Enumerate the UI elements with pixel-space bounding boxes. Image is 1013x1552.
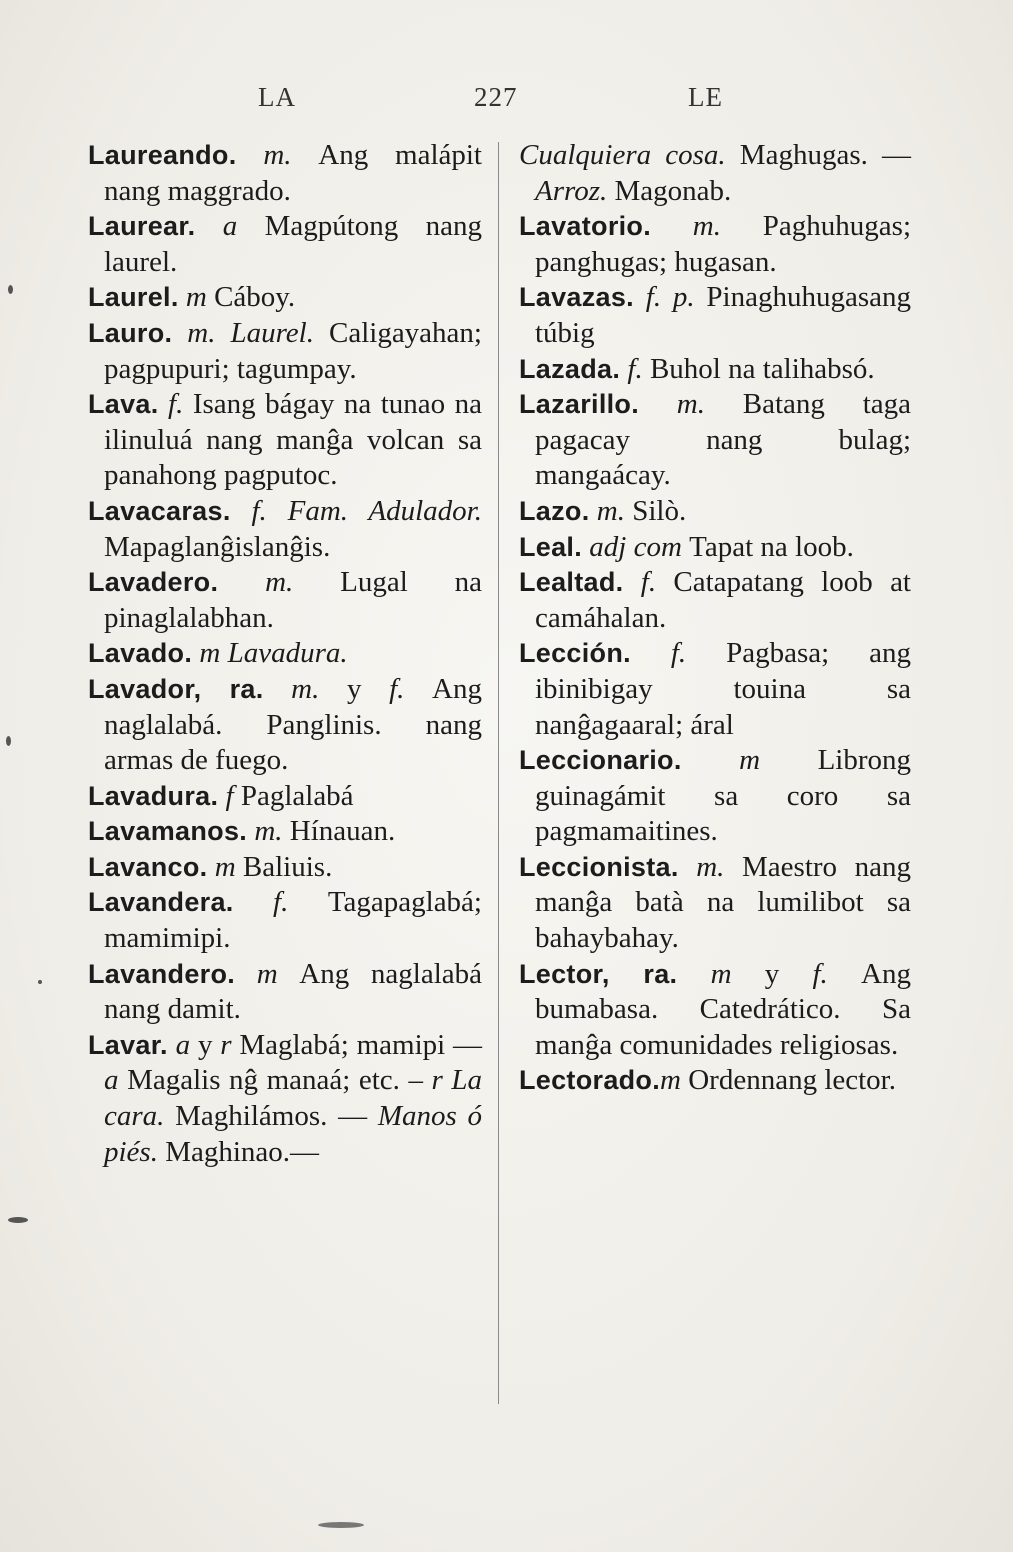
- dictionary-entry: [88, 280, 482, 316]
- entry-definition: Maestro nang manĝa batà na lumilibot sa bahaybahay.: [535, 850, 911, 955]
- entry-grammar-note: f.: [620, 352, 650, 385]
- entry-grammar-note: f. p.: [633, 281, 707, 314]
- entry-grammar-note: Manos ó piés.: [104, 1100, 482, 1168]
- entry-headword: Lectorado.: [519, 1065, 661, 1096]
- dictionary-entry: [88, 565, 482, 636]
- margin-speck: [318, 1522, 364, 1528]
- entry-grammar-note: a: [195, 210, 265, 243]
- dictionary-entry: [88, 885, 482, 956]
- entry-definition: Isang bágay na tunao na ilinuluá nang manĝa volcan sa panahong pagputoc.: [104, 388, 482, 492]
- dictionary-entry: [519, 352, 911, 388]
- dictionary-entry: [519, 636, 911, 743]
- dictionary-entry: [88, 636, 482, 672]
- margin-speck: [38, 980, 42, 984]
- entry-headword: Leccionista.: [519, 851, 679, 882]
- entry-grammar-note: m: [681, 744, 818, 777]
- entry-grammar-note: r La cara.: [104, 1064, 482, 1133]
- entry-definition: Librong guinagámit sa coro sa pagmamaitines.: [535, 744, 911, 848]
- margin-speck: [6, 736, 11, 746]
- entry-definition: Mapaglanĝislanĝis.: [104, 530, 331, 563]
- entry-headword: Leal.: [519, 531, 583, 562]
- entry-grammar-note: a: [104, 1064, 128, 1097]
- entry-headword: Lavandera.: [88, 887, 234, 918]
- entry-definition: Magonab.: [614, 174, 732, 207]
- entry-grammar-note: r: [220, 1028, 240, 1061]
- entry-definition: Paglalabá: [240, 779, 354, 812]
- dictionary-entry: [519, 387, 911, 494]
- entry-headword: Lavador, ra.: [88, 673, 264, 704]
- entry-definition: Cáboy.: [214, 281, 296, 314]
- entry-headword: Lavar.: [88, 1029, 168, 1060]
- entry-definition: y: [764, 957, 813, 990]
- entry-grammar-note: f.: [158, 388, 193, 421]
- entry-headword: Lector, ra.: [519, 958, 678, 989]
- dictionary-entry: [519, 530, 911, 566]
- entry-definition: Buhol na talihabsó.: [649, 352, 875, 385]
- dictionary-entry: [519, 743, 911, 850]
- entry-headword: Lavado.: [88, 638, 193, 669]
- entry-definition: Ang naglalabá nang damit.: [104, 957, 482, 1026]
- page-number: 227: [474, 82, 518, 112]
- entry-grammar-note: f.: [812, 957, 862, 990]
- entry-grammar-note: m.: [247, 815, 290, 848]
- entry-grammar-note: m.: [639, 388, 743, 421]
- entry-headword: Lava.: [88, 389, 159, 420]
- entry-grammar-note: m: [178, 281, 215, 314]
- entry-grammar-note: m: [235, 957, 300, 990]
- dictionary-entry: [88, 209, 482, 280]
- entry-definition: Pinaghuhugasang túbig: [535, 281, 911, 349]
- entry-grammar-note: m.: [218, 566, 341, 599]
- entry-grammar-note: Cualquiera cosa.: [519, 139, 740, 171]
- dictionary-entry: [519, 957, 911, 1064]
- entry-definition: Paghuhugas; panghugas; hugasan.: [535, 210, 911, 278]
- entry-grammar-note: m.: [236, 139, 319, 171]
- dictionary-entry: [519, 1063, 911, 1099]
- entry-grammar-note: adj com: [582, 530, 690, 563]
- entry-grammar-note: m Lavadura.: [192, 637, 348, 670]
- entry-grammar-note: Arroz.: [535, 174, 615, 207]
- entry-headword: Lavamanos.: [88, 816, 248, 847]
- entry-headword: Lauro.: [88, 317, 173, 348]
- entry-definition: Magalis nĝ manaá; etc. –: [127, 1064, 432, 1097]
- entry-definition: Maghugas. —: [739, 139, 911, 171]
- entry-headword: Leccionario.: [519, 745, 682, 776]
- dictionary-entry: [519, 280, 911, 351]
- entry-grammar-note: m: [207, 850, 243, 883]
- entry-headword: Laurear.: [88, 211, 196, 242]
- entry-definition: Ordennang lector.: [688, 1064, 896, 1097]
- entry-definition: Maghinao.—: [165, 1135, 320, 1168]
- dictionary-entry: [519, 850, 911, 957]
- entry-definition: Baliuis.: [242, 850, 333, 883]
- entry-definition: Batang taga pagacay nang bulag; mangaácay.: [535, 388, 911, 492]
- entry-headword: Lavandero.: [88, 958, 236, 989]
- entry-definition: Catapatang loob at camáhalan.: [535, 566, 911, 634]
- entry-grammar-note: f. Fam. Adulador.: [230, 494, 482, 527]
- entry-definition: Ang malápit nang maggrado.: [104, 139, 482, 207]
- running-head: [88, 82, 908, 122]
- dictionary-entry: [88, 672, 482, 779]
- entry-grammar-note: f.: [233, 886, 328, 919]
- dictionary-entry: [88, 814, 482, 850]
- left-column: [88, 138, 482, 1170]
- entry-grammar-note: m: [660, 1064, 689, 1097]
- entry-headword: Lección.: [519, 638, 631, 669]
- entry-grammar-note: m.: [589, 494, 633, 527]
- dictionary-entry: [88, 316, 482, 387]
- header-right-guide-word: LE: [688, 82, 723, 112]
- entry-headword: Lazarillo.: [519, 389, 640, 420]
- entry-headword: Lazo.: [519, 495, 590, 526]
- entry-definition: Tapat na loob.: [689, 530, 854, 563]
- entry-definition: Caligayahan; pagpupuri; tagumpay.: [104, 316, 482, 385]
- entry-definition: Tagapaglabá; mamimipi.: [104, 886, 482, 955]
- entry-definition: Magpútong nang laurel.: [104, 210, 482, 278]
- dictionary-entry: [88, 1028, 482, 1170]
- entry-grammar-note: f.: [630, 637, 727, 670]
- entry-definition: y: [346, 672, 390, 705]
- entry-headword: Laurel.: [88, 282, 179, 313]
- entry-grammar-note: m: [677, 957, 765, 990]
- entry-definition: Maglabá; mamipi —: [239, 1028, 483, 1061]
- entry-definition: Ang bumabasa. Catedrático. Sa manĝa comunidades religiosas.: [535, 957, 911, 1061]
- entry-headword: Lavadura.: [88, 780, 219, 811]
- dictionary-entry: [519, 138, 911, 209]
- entry-grammar-note: a: [167, 1028, 198, 1061]
- entry-definition: Maghilámos. —: [175, 1100, 378, 1133]
- entry-definition: Pagbasa; ang ibinibigay touina sa nanĝagaaral; áral: [535, 637, 911, 741]
- entry-grammar-note: m. Laurel.: [172, 316, 329, 349]
- entry-headword: Lealtad.: [519, 567, 624, 598]
- dictionary-entry: [88, 494, 482, 565]
- entry-definition: y: [197, 1028, 221, 1061]
- right-column: [519, 138, 911, 1099]
- dictionary-entry: [519, 209, 911, 280]
- entry-headword: Lavadero.: [88, 567, 219, 598]
- entry-headword: Lavanco.: [88, 851, 208, 882]
- dictionary-entry: [519, 494, 911, 530]
- dictionary-entry: [519, 565, 911, 636]
- entry-definition: Hínauan.: [289, 815, 396, 848]
- entry-grammar-note: m.: [651, 210, 763, 243]
- header-left-guide-word: LA: [258, 82, 296, 112]
- entry-grammar-note: f: [218, 779, 241, 812]
- dictionary-entry: [88, 957, 482, 1028]
- entry-grammar-note: f.: [389, 672, 433, 705]
- entry-definition: Lugal na pinaglalabhan.: [104, 566, 482, 634]
- entry-headword: Lavacaras.: [88, 495, 231, 526]
- entry-headword: Lazada.: [519, 353, 621, 384]
- entry-definition: Ang naglalabá. Panglinis. nang armas de fuego.: [104, 672, 482, 777]
- entry-grammar-note: m.: [263, 672, 347, 705]
- entry-definition: Silò.: [632, 494, 687, 527]
- column-divider: [498, 142, 499, 1404]
- dictionary-entry: [88, 387, 482, 494]
- entry-grammar-note: f.: [623, 566, 674, 599]
- entry-grammar-note: m.: [678, 850, 743, 883]
- entry-headword: Laureando.: [88, 140, 237, 170]
- entry-headword: Lavazas.: [519, 282, 634, 313]
- dictionary-entry: [88, 850, 482, 886]
- dictionary-entry: [88, 779, 482, 815]
- dictionary-entry: [88, 138, 482, 209]
- margin-speck: [8, 1217, 28, 1223]
- entry-headword: Lavatorio.: [519, 211, 652, 242]
- margin-speck: [8, 285, 13, 294]
